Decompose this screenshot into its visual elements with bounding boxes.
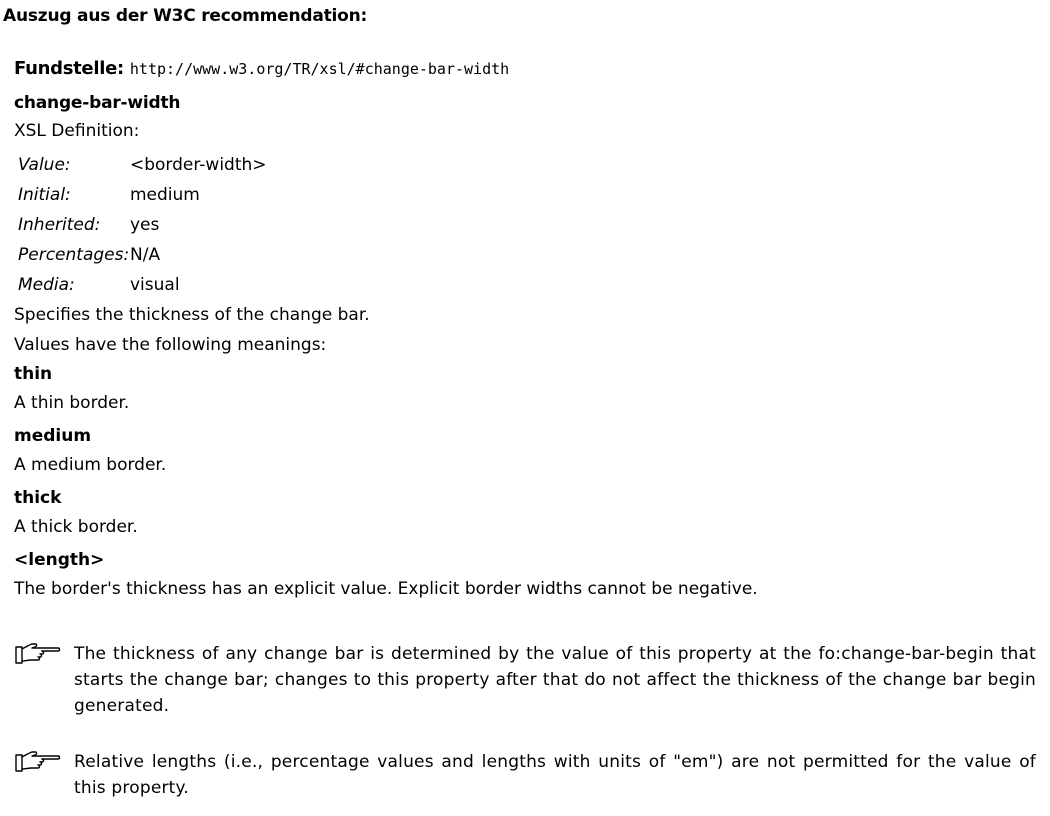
value-term-length: <length> (14, 550, 105, 570)
xsl-definition-label: XSL Definition: (14, 121, 140, 141)
specifies-text: Specifies the thickness of the change bar. (14, 305, 370, 325)
source-label: Fundstelle: (14, 58, 124, 79)
definition-key: Initial: (18, 185, 71, 205)
definition-value: yes (130, 215, 160, 235)
note-1 (14, 641, 1036, 719)
definition-value: N/A (130, 245, 161, 265)
value-desc-thin: A thin border. (14, 393, 130, 413)
pointing-hand-icon (14, 749, 74, 775)
pointing-hand-icon (14, 641, 74, 667)
value-term-medium: medium (14, 426, 92, 446)
definition-value: visual (130, 275, 180, 295)
definition-row-value (16, 150, 267, 180)
definition-row-inherited (16, 210, 267, 240)
note-text: Relative lengths (i.e., percentage values and lengths with units of "em") are not permitted for the value of this property. (74, 752, 1036, 798)
value-term-thin: thin (14, 364, 53, 384)
value-desc-medium: A medium border. (14, 455, 167, 475)
value-term-thick: thick (14, 488, 62, 508)
definition-table (16, 150, 267, 300)
definition-value: medium (130, 185, 200, 205)
property-name: change-bar-width (14, 93, 181, 113)
definition-key: Inherited: (18, 215, 101, 235)
source-url: http://www.w3.org/TR/xsl/#change-bar-width (129, 60, 510, 78)
definition-key: Media: (18, 275, 75, 295)
definition-key: Percentages: (18, 245, 130, 265)
definition-value: <border-width> (130, 155, 267, 175)
definition-row-initial (16, 180, 267, 210)
content-area (14, 58, 1036, 608)
note-2 (14, 749, 1036, 801)
value-desc-thick: A thick border. (14, 517, 138, 537)
definition-key: Value: (18, 155, 71, 175)
note-text: The thickness of any change bar is determined by the value of this property at the fo:change-bar-begin that starts the change bar; changes to this property after that do not affect the thickness of the change bar begin generated. (74, 644, 1036, 716)
page-heading: Auszug aus der W3C recommendation: (3, 6, 368, 26)
definition-row-media (16, 270, 267, 300)
values-intro: Values have the following meanings: (14, 335, 327, 355)
definition-row-percentages (16, 240, 267, 270)
value-desc-length: The border's thickness has an explicit value. Explicit border widths cannot be negative. (14, 579, 758, 599)
source-line (14, 58, 1036, 86)
